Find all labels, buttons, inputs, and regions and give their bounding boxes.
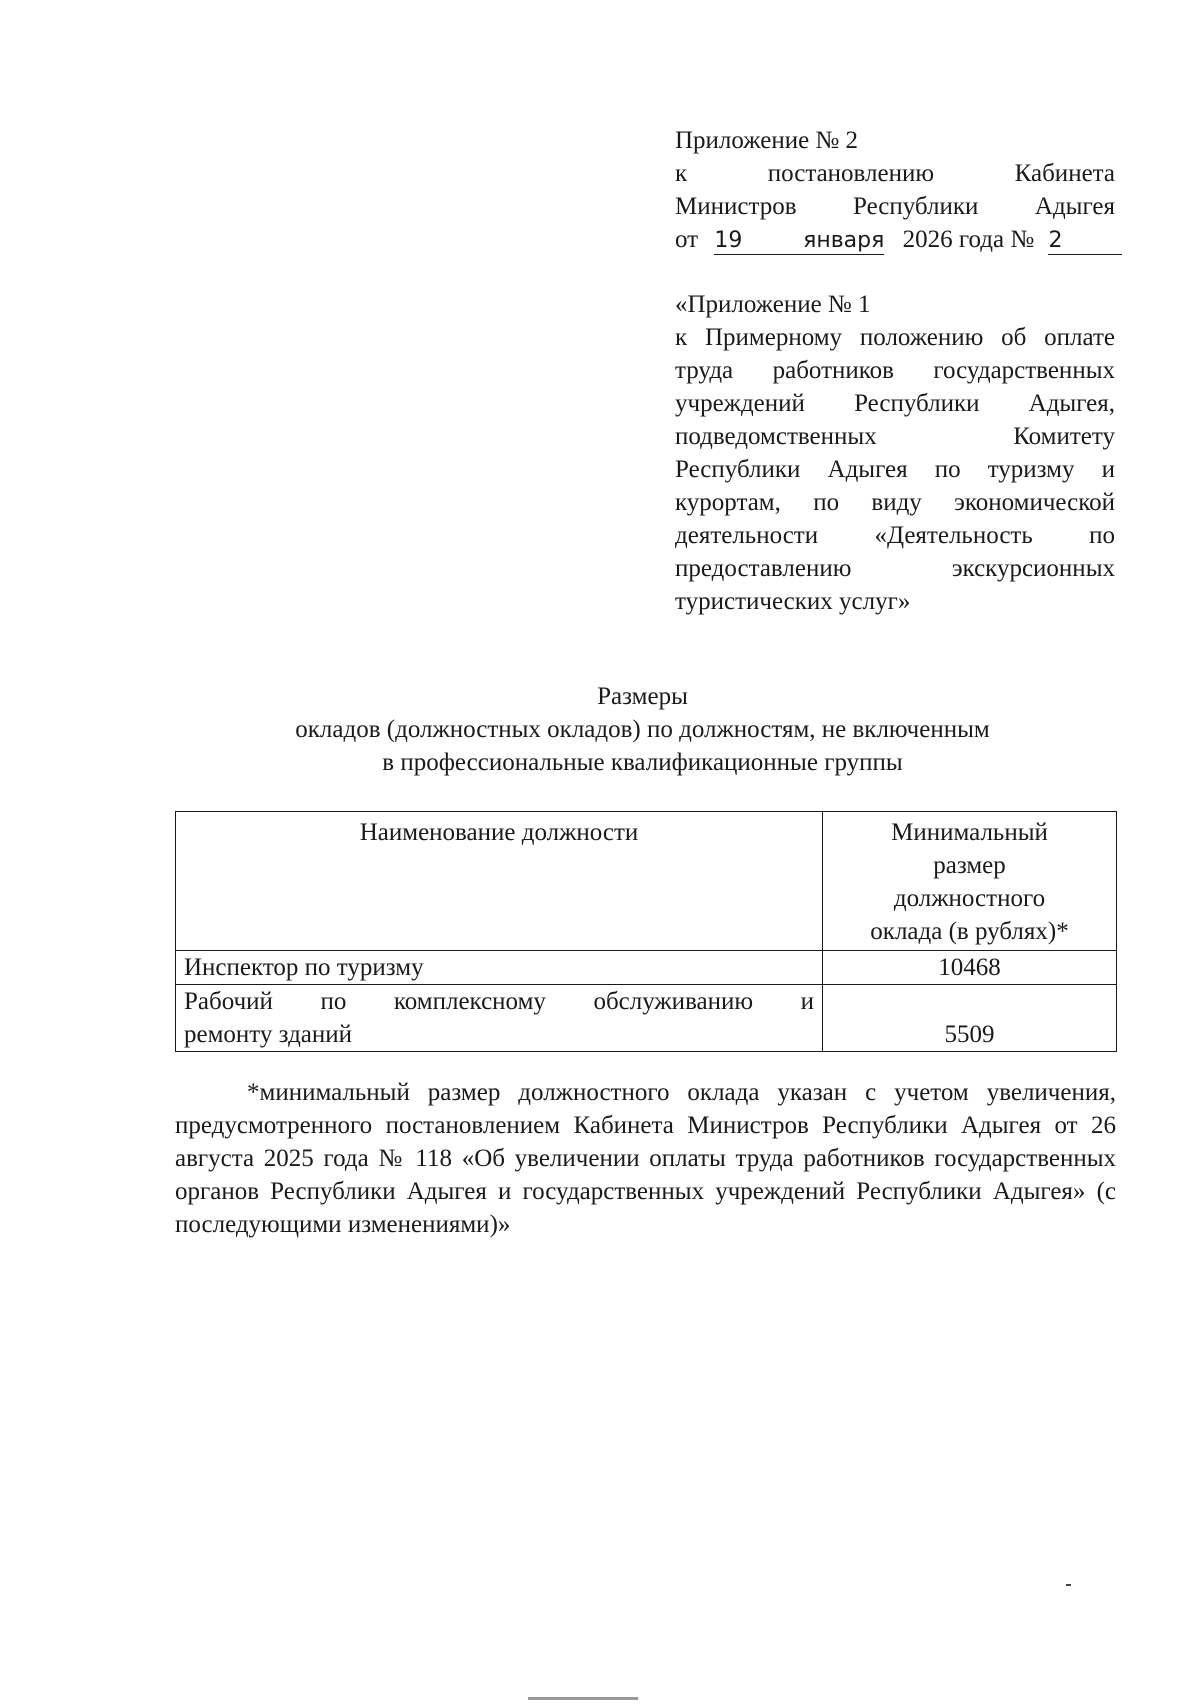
- position-name: [176, 985, 823, 1052]
- scan-speck: [1066, 1584, 1071, 1586]
- document-title: [175, 680, 1110, 779]
- appendix-2-line: к постановлению Кабинета: [675, 160, 1115, 187]
- salary-table: [175, 811, 1117, 1052]
- salary-value: 5509: [823, 985, 1117, 1052]
- appendix-2-date-line: [675, 223, 1115, 256]
- header-min-salary: [823, 812, 1117, 951]
- header-salary-line: Минимальный: [891, 819, 1048, 846]
- appendix-2-line: Министров Республики Адыгея: [675, 193, 1115, 220]
- appendix-1-line: Республики Адыгея по туризму и: [675, 456, 1115, 483]
- appendix-1-line: предоставлению экскурсионных: [675, 555, 1115, 582]
- header-salary-line: размер: [933, 852, 1006, 879]
- appendix-1-line: учреждений Республики Адыгея,: [675, 390, 1115, 417]
- title-line: Размеры: [597, 683, 688, 710]
- position-name-line: Рабочий по комплексному обслуживанию и: [184, 988, 814, 1015]
- appendix-1-line: курортам, по виду экономической: [675, 489, 1115, 516]
- header-position-name: Наименование должности: [176, 812, 823, 951]
- footnote: *минимальный размер должностного оклада указан с учетом увеличения, предусмотренного постановлением Кабинета Министров Республики Адыгея от 26 августа 2025 года № 118 «Об увеличении оплаты труда работников государственных органов Республики Адыгея и государственных учреждений Республики Адыгея» (с последующими изменениями)»: [175, 1079, 1116, 1238]
- header-salary-line: оклада (в рублях)*: [870, 918, 1069, 945]
- header-salary-line: должностного: [893, 885, 1046, 912]
- appendix-1-header: [675, 288, 1115, 618]
- year-text: 2026 года №: [902, 226, 1035, 253]
- table-header-row: [176, 812, 1117, 951]
- position-name-line: ремонту зданий: [184, 1021, 353, 1048]
- appendix-1-line: деятельности «Деятельность по: [675, 522, 1115, 549]
- appendix-1-line: к Примерному положению об оплате: [675, 324, 1115, 351]
- scan-edge-mark: [528, 1697, 638, 1700]
- date-prefix: от: [675, 226, 699, 253]
- position-name: Инспектор по туризму: [176, 951, 823, 985]
- table-row: [176, 951, 1117, 985]
- appendix-1-line: труда работников государственных: [675, 357, 1115, 384]
- salary-value: 10468: [823, 951, 1117, 985]
- appendix-1-line: туристических услуг»: [675, 588, 911, 615]
- appendix-2-title: Приложение № 2: [675, 127, 859, 154]
- handwritten-number: 2: [1048, 228, 1122, 255]
- title-line: окладов (должностных окладов) по должностям, не включенным: [295, 716, 990, 743]
- table-row: [176, 985, 1117, 1052]
- appendix-1-line: подведомственных Комитету: [675, 423, 1115, 450]
- appendix-1-line: «Приложение № 1: [675, 291, 871, 318]
- handwritten-date: 19 января: [714, 228, 885, 253]
- appendix-2-header: [675, 124, 1115, 256]
- title-line: в профессиональные квалификационные группы: [382, 749, 903, 776]
